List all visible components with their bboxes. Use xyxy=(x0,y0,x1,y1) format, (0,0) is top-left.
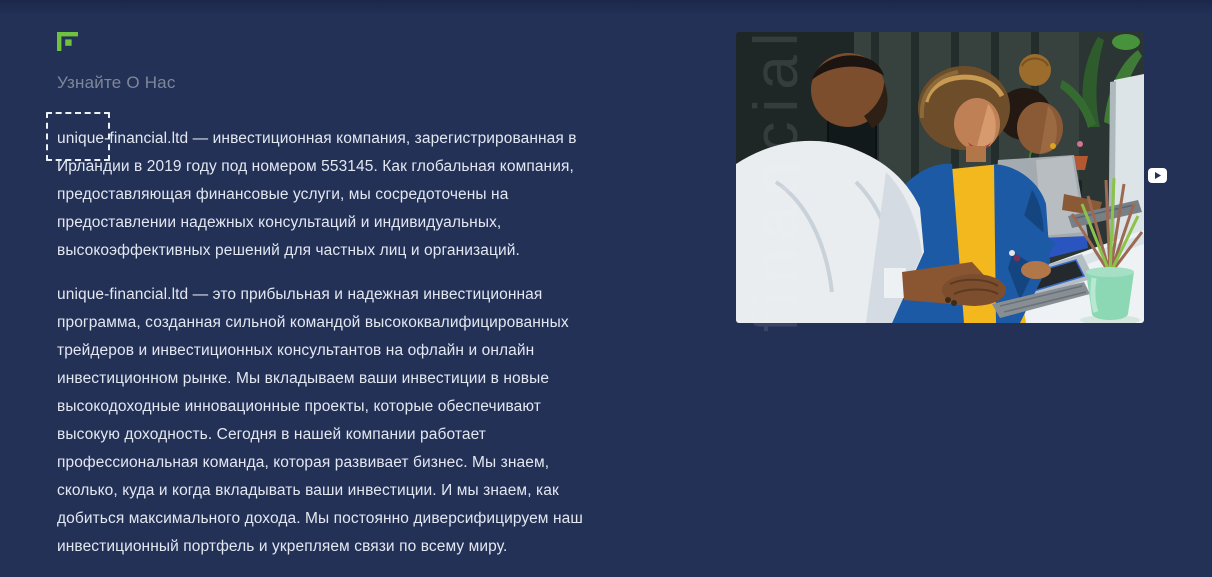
corner-bracket-logo-icon xyxy=(57,32,78,51)
office-team-photo xyxy=(736,32,1144,323)
youtube-play-icon xyxy=(1148,168,1167,183)
about-paragraph-1: unique-financial.ltd — инвестиционная компания, зарегистрированная в Ирландии в 2019 году под номером 553145. Как глобальная компания, предоставляющая финансовые услуги, мы сосредоточены на предоставлении надежных консультаций и индивидуальных, высокоэффективных решений для частных лиц и организаций. xyxy=(57,130,577,259)
section-eyebrow-heading: Узнайте О Нас xyxy=(57,73,176,92)
top-edge-shade xyxy=(0,0,1212,16)
youtube-button[interactable] xyxy=(1148,168,1167,183)
about-paragraph-2: unique-financial.ltd — это прибыльная и надежная инвестиционная программа, созданная сильной командой высококвалифицированных трейдеров и инвестиционных консультантов на офлайн и онлайн инвестиционном рынке. Мы вкладываем ваши инвестиции в новые высокодоходные инновационные проекты, которые обеспечивают высокую доходность. Сегодня в нашей компании работает профессиональная команда, которая развивает бизнес. Мы знаем, сколько, куда и когда вкладывать ваши инвестиции. И мы знаем, как добиться максимального дохода. Мы постоянно диверсифицируем наш инвестиционный портфель и укрепляем связи по всему миру. xyxy=(57,286,583,555)
about-text-block xyxy=(57,125,605,577)
office-team-photo-art xyxy=(736,32,1144,323)
brand-logo[interactable] xyxy=(57,32,78,51)
